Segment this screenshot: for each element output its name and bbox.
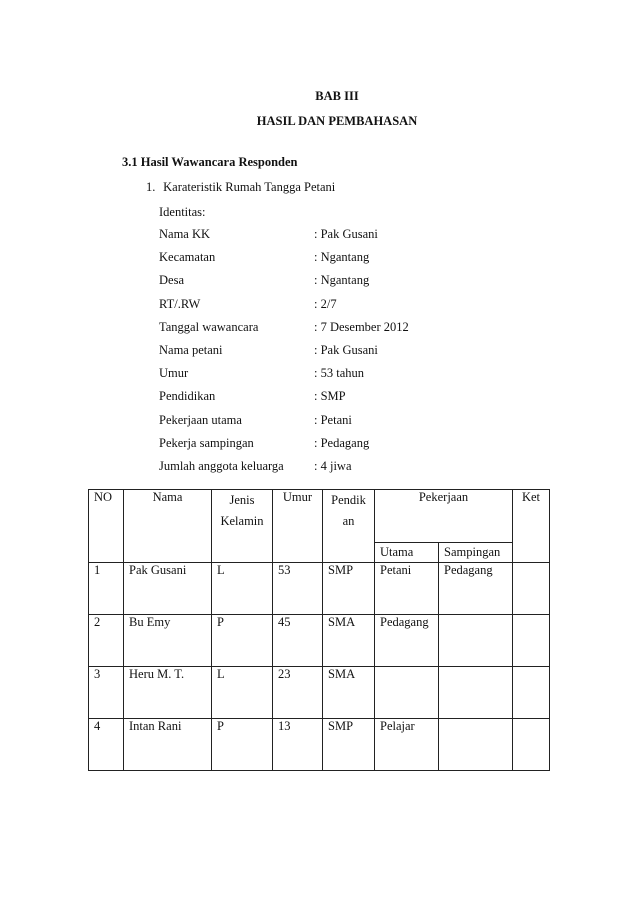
cell-utama: Petani: [375, 563, 439, 615]
cell-sampingan: Pedagang: [439, 563, 513, 615]
cell-pendidikan: SMA: [323, 667, 375, 719]
cell-nama: Bu Emy: [124, 615, 212, 667]
cell-no: 2: [89, 615, 124, 667]
identity-row: [159, 387, 409, 410]
identity-label: Jumlah anggota keluarga: [159, 458, 284, 473]
identity-heading: Identitas:: [159, 205, 206, 219]
cell-pendidikan: SMP: [323, 563, 375, 615]
header-no: NO: [89, 490, 124, 563]
chapter-heading: BAB III: [315, 89, 359, 103]
identity-row: [159, 271, 409, 294]
header-nama: Nama: [124, 490, 212, 563]
identity-label: Tanggal wawancara: [159, 319, 259, 334]
header-jenis-line1: Jenis: [229, 493, 255, 507]
table-row: [89, 563, 550, 615]
identity-value: : 4 jiwa: [314, 458, 352, 473]
cell-no: 4: [89, 719, 124, 771]
header-umur: Umur: [273, 490, 323, 563]
section-heading: 3.1 Hasil Wawancara Responden: [122, 155, 298, 169]
chapter-title: HASIL DAN PEMBAHASAN: [256, 114, 418, 128]
cell-umur: 45: [273, 615, 323, 667]
identity-value: : Pak Gusani: [314, 342, 378, 357]
table-row: [89, 615, 550, 667]
identity-row: [159, 341, 409, 364]
cell-sampingan: [439, 615, 513, 667]
cell-nama: Intan Rani: [124, 719, 212, 771]
cell-ket: [513, 615, 550, 667]
identity-label: Pekerjaan utama: [159, 412, 242, 427]
cell-jenis-kelamin: L: [212, 667, 273, 719]
identity-label: Desa: [159, 273, 184, 288]
identity-value: : 7 Desember 2012: [314, 319, 409, 334]
header-sampingan: Sampingan: [439, 543, 513, 563]
identity-row: [159, 434, 409, 457]
cell-utama: [375, 667, 439, 719]
cell-jenis-kelamin: P: [212, 615, 273, 667]
subsection-number: 1.: [146, 180, 156, 194]
identity-label: Nama petani: [159, 342, 223, 357]
cell-sampingan: [439, 719, 513, 771]
identity-value: : Ngantang: [314, 250, 370, 265]
subsection-heading: [146, 180, 335, 195]
cell-utama: Pedagang: [375, 615, 439, 667]
identity-value: : Petani: [314, 412, 352, 427]
identity-row: [159, 457, 409, 480]
header-ket: Ket: [513, 490, 550, 563]
header-pendidikan: [323, 490, 375, 563]
header-utama: Utama: [375, 543, 439, 563]
cell-jenis-kelamin: P: [212, 719, 273, 771]
cell-jenis-kelamin: L: [212, 563, 273, 615]
cell-ket: [513, 667, 550, 719]
header-pend-line1: Pendik: [331, 493, 366, 507]
identity-label: Pendidikan: [159, 389, 216, 404]
identity-label: Umur: [159, 366, 189, 381]
identity-value: : SMP: [314, 389, 346, 404]
cell-no: 1: [89, 563, 124, 615]
identity-label: Kecamatan: [159, 250, 216, 265]
identity-row: [159, 225, 409, 248]
identity-label: RT/.RW: [159, 296, 201, 311]
cell-nama: Heru M. T.: [124, 667, 212, 719]
table-row: [89, 667, 550, 719]
cell-umur: 23: [273, 667, 323, 719]
identity-row: [159, 295, 409, 318]
header-pekerjaan: Pekerjaan: [375, 490, 513, 543]
identity-row: [159, 248, 409, 271]
cell-pendidikan: SMP: [323, 719, 375, 771]
cell-utama: Pelajar: [375, 719, 439, 771]
table-row: [89, 719, 550, 771]
identity-value: : 2/7: [314, 296, 337, 311]
cell-pendidikan: SMA: [323, 615, 375, 667]
header-jenis-line2: Kelamin: [220, 514, 264, 528]
identity-value: : Pak Gusani: [314, 227, 378, 241]
identity-value: : 53 tahun: [314, 366, 364, 381]
cell-ket: [513, 563, 550, 615]
household-table: [88, 489, 550, 771]
subsection-title: Karateristik Rumah Tangga Petani: [163, 180, 336, 194]
table-header-row: [89, 490, 550, 543]
cell-sampingan: [439, 667, 513, 719]
cell-nama: Pak Gusani: [124, 563, 212, 615]
identity-value: : Pedagang: [314, 435, 370, 450]
identity-label: Nama KK: [159, 227, 211, 241]
header-pend-line2: an: [342, 514, 355, 528]
identity-row: [159, 364, 409, 387]
identity-value: : Ngantang: [314, 273, 370, 288]
identity-block: [159, 203, 409, 480]
cell-ket: [513, 719, 550, 771]
identity-row: [159, 411, 409, 434]
header-jenis-kelamin: [212, 490, 273, 563]
identity-label: Pekerja sampingan: [159, 435, 254, 450]
cell-umur: 13: [273, 719, 323, 771]
cell-umur: 53: [273, 563, 323, 615]
identity-row: [159, 318, 409, 341]
cell-no: 3: [89, 667, 124, 719]
